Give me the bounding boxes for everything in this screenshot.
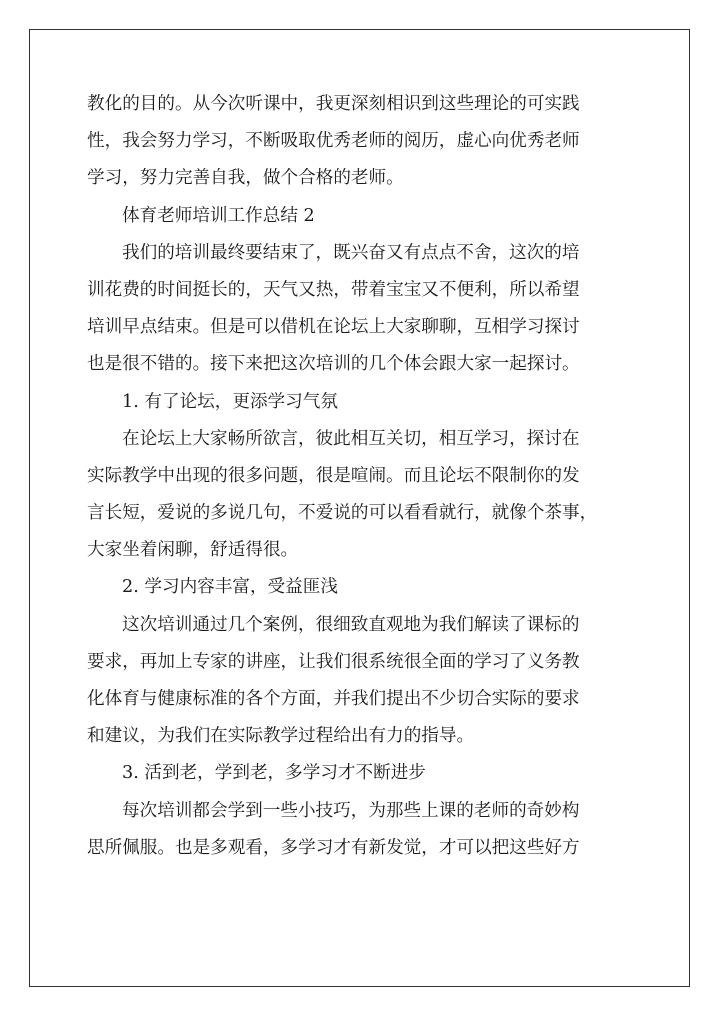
subheading-2: 2. 学习内容丰富，受益匪浅 bbox=[122, 577, 338, 598]
paragraph-line: 也是很不错的。接下来把这次培训的几个体会跟大家一起探讨。 bbox=[87, 354, 580, 375]
document-body bbox=[87, 86, 635, 867]
subheading-3: 3. 活到老，学到老，多学习才不断进步 bbox=[122, 763, 426, 784]
paragraph-line: 每次培训都会学到一些小技巧，为那些上课的老师的奇妙构 bbox=[122, 800, 580, 821]
paragraph-line: 训花费的时间挺长的，天气又热，带着宝宝又不便利，所以希望 bbox=[87, 279, 580, 300]
paragraph-line: 大家坐着闲聊，舒适得很。 bbox=[87, 540, 299, 561]
paragraph-line: 言长短，爱说的多说几句，不爱说的可以看看就行，就像个茶事， bbox=[87, 503, 598, 524]
paragraph-line: 实际教学中出现的很多问题，很是喧闹。而且论坛不限制你的发 bbox=[87, 465, 580, 486]
paragraph-line: 教化的目的。从今次听课中，我更深刻相识到这些理论的可实践 bbox=[87, 94, 580, 114]
subheading-1: 1. 有了论坛，更添学习气氛 bbox=[122, 391, 338, 412]
paragraph-line: 学习，努力完善自我，做个合格的老师。 bbox=[87, 168, 404, 189]
paragraph-line: 思所佩服。也是多观看，多学习才有新发觉，才可以把这些好方 bbox=[87, 837, 580, 858]
paragraph-line: 性，我会努力学习，不断吸取优秀老师的阅历，虚心向优秀老师 bbox=[87, 131, 580, 152]
section-title: 体育老师培训工作总结 2 bbox=[122, 205, 315, 226]
paragraph-line: 培训早点结束。但是可以借机在论坛上大家聊聊，互相学习探讨 bbox=[87, 317, 580, 338]
paragraph-line: 要求，再加上专家的讲座，让我们很系统很全面的学习了义务教 bbox=[87, 651, 580, 672]
paragraph-line: 化体育与健康标准的各个方面，并我们提出不少切合实际的要求 bbox=[87, 689, 580, 709]
paragraph-line: 和建议，为我们在实际教学过程给出有力的指导。 bbox=[87, 726, 475, 747]
paragraph-line: 我们的培训最终要结束了，既兴奋又有点点不舍，这次的培 bbox=[122, 242, 580, 263]
paragraph-line: 在论坛上大家畅所欲言，彼此相互关切，相互学习，探讨在 bbox=[122, 428, 580, 449]
paragraph-line: 这次培训通过几个案例，很细致直观地为我们解读了课标的 bbox=[122, 614, 580, 635]
